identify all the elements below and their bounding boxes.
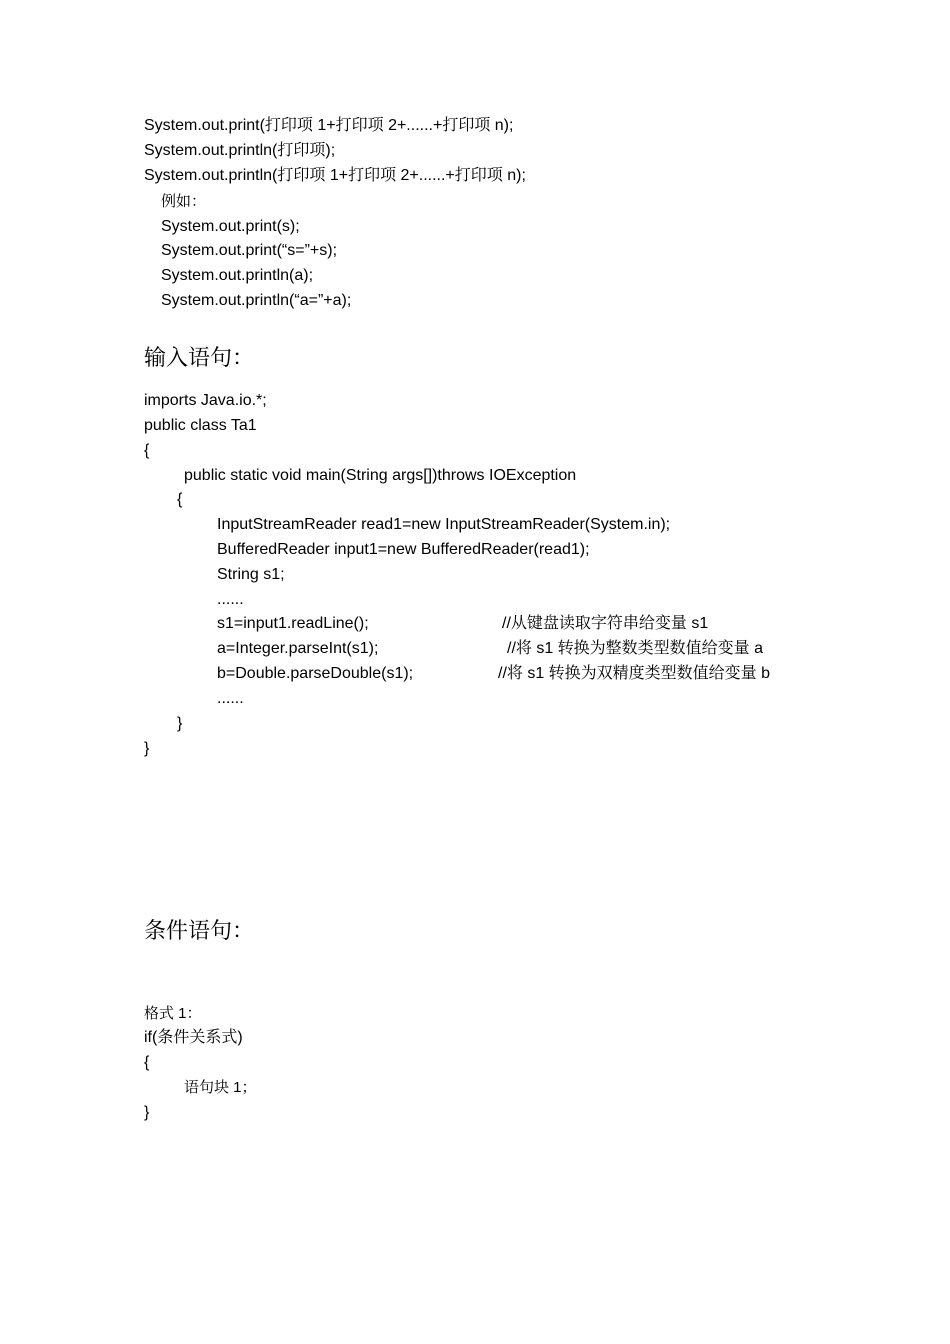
code-line: { xyxy=(177,491,183,508)
code-line: 语句块 1； xyxy=(184,1079,257,1096)
println-syntax-line: System.out.println(打印项); xyxy=(144,142,336,159)
code-line: { xyxy=(144,442,150,459)
code-line: } xyxy=(144,1104,150,1121)
code-line: public class Ta1 xyxy=(144,417,257,434)
code-line: String s1; xyxy=(217,566,285,583)
input-section-heading: 输入语句： xyxy=(144,346,255,371)
code-line: a=Integer.parseInt(s1); xyxy=(217,640,379,657)
code-line: InputStreamReader read1=new InputStreamReader(System.in); xyxy=(217,516,671,533)
condition-section-heading: 条件语句： xyxy=(144,919,255,944)
code-line: } xyxy=(144,740,150,757)
example-line: System.out.println(a); xyxy=(161,267,314,284)
code-line: s1=input1.readLine(); xyxy=(217,615,369,632)
code-line: { xyxy=(144,1054,150,1071)
code-line: ...... xyxy=(217,591,244,608)
format-label: 格式 1： xyxy=(144,1005,202,1022)
code-comment: //将 s1 转换为双精度类型数值给变量 b xyxy=(498,665,771,682)
println-multi-syntax-line: System.out.println(打印项 1+打印项 2+......+打印项 n); xyxy=(144,167,526,184)
code-line: public static void main(String args[])throws IOException xyxy=(184,467,577,484)
code-line: BufferedReader input1=new BufferedReader(read1); xyxy=(217,541,590,558)
code-line: imports Java.io.*; xyxy=(144,392,267,409)
code-comment: //从键盘读取字符串给变量 s1 xyxy=(502,615,709,632)
example-line: System.out.println(“a=”+a); xyxy=(161,292,352,309)
code-line: b=Double.parseDouble(s1); xyxy=(217,665,414,682)
code-line: if(条件关系式) xyxy=(144,1029,243,1046)
print-syntax-line: System.out.print(打印项 1+打印项 2+......+打印项 n); xyxy=(144,117,514,134)
example-line: System.out.print(s); xyxy=(161,218,300,235)
code-line: } xyxy=(177,715,183,732)
code-comment: //将 s1 转换为整数类型数值给变量 a xyxy=(507,640,764,657)
code-line: ...... xyxy=(217,690,244,707)
example-line: System.out.print(“s=”+s); xyxy=(161,242,338,259)
example-label: 例如： xyxy=(161,193,207,210)
